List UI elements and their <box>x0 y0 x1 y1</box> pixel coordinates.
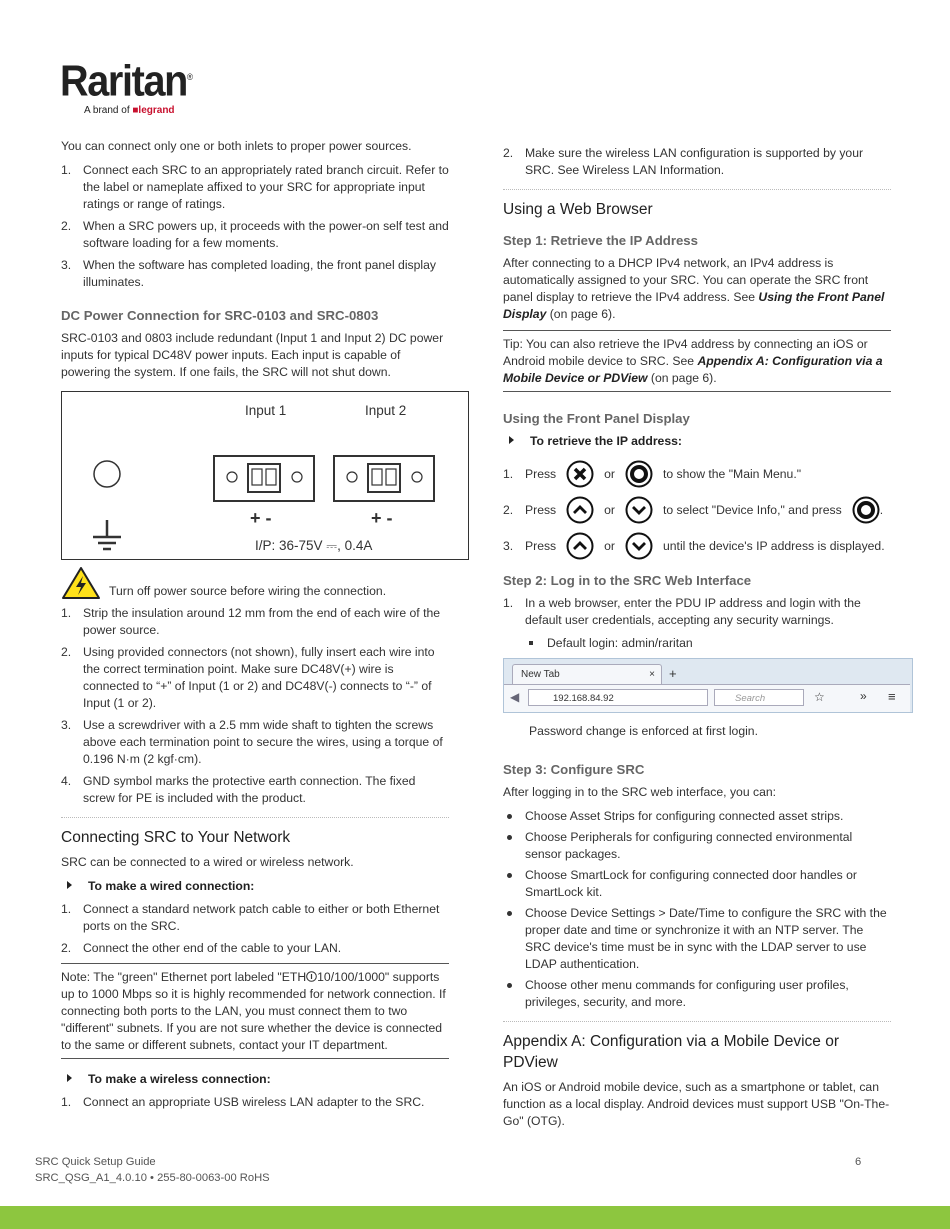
footer <box>35 1154 270 1186</box>
footer-accent-bar <box>0 1206 950 1229</box>
tip-box: Tip: You can also retrieve the IPv4 address by connecting an iOS or Android mobile device to SRC. See Appendix A: Configuration via a Mobile Device or PDView (on page 6). <box>503 330 891 392</box>
eth-port-icon <box>306 971 317 982</box>
press-step-1: 1. Press or to show the "Main Menu." <box>503 456 891 492</box>
front-panel-heading: Using the Front Panel Display <box>503 411 690 426</box>
dc-power-text: SRC-0103 and 0803 include redundant (Input 1 and Input 2) DC power inputs for typical DC48V power inputs. Each input is capable of powering the system. If one fails, the SRC will not shut down. <box>61 331 444 379</box>
list-item: 2. Using provided connectors (not shown), fully insert each wire into the correct termination point. Make sure DC48V(+) wire is connected to “+” of Input (1 or 2) and DC48V(-) connects to “-” of Input (1 or 2). <box>61 645 435 710</box>
legrand-icon: ■ <box>132 104 139 116</box>
list-item: Choose Device Settings > Date/Time to configure the SRC with the proper date and time or synchronize it with an NTP server. The SRC device's time must be in sync with the LDAP server to use LDAP authentication. <box>503 905 891 973</box>
section-divider <box>61 817 449 818</box>
logo-brand-prefix: A brand of <box>84 104 130 116</box>
address-bar: 192.168.84.92 <box>528 689 708 706</box>
browser-tab: New Tab × <box>512 664 662 684</box>
input1-label: Input 1 <box>245 403 287 418</box>
page-number: 6 <box>855 1156 862 1168</box>
down-arrow-button-icon <box>625 496 653 524</box>
procedure-arrow-icon <box>67 881 72 889</box>
wireless-steps-cont <box>503 145 891 179</box>
appendix-heading: Appendix A: Configuration via a Mobile Device or PDView <box>503 1033 840 1071</box>
browser-search: Search <box>714 689 804 706</box>
polarity-2: + - <box>371 508 393 528</box>
terminal-block-1 <box>214 456 314 501</box>
new-tab-icon: + <box>669 666 677 681</box>
network-heading: Connecting SRC to Your Network <box>61 829 291 846</box>
ok-button-icon <box>625 460 653 488</box>
list-item: Choose Peripherals for configuring connected environmental sensor packages. <box>503 829 891 863</box>
step1-heading: Step 1: Retrieve the IP Address <box>503 233 698 248</box>
wiring-steps <box>61 605 449 807</box>
step2-heading: Step 2: Log in to the SRC Web Interface <box>503 573 752 588</box>
raritan-logo <box>60 55 208 117</box>
web-browser-heading: Using a Web Browser <box>503 201 653 218</box>
browser-screenshot <box>503 658 913 713</box>
list-item: 3. Use a screwdriver with a 2.5 mm wide shaft to tighten the screws above each termination point to secure the wires, using a torque of 0.196 N·m (2 kgf·cm). <box>61 718 443 766</box>
list-item: 1. In a web browser, enter the PDU IP address and login with the default user credentials, accepting any security warnings. <box>503 596 861 627</box>
appendix-link[interactable]: Appendix A: Configuration via a Mobile Device or PDView <box>503 354 883 385</box>
electrical-hazard-icon <box>61 566 101 600</box>
list-item: 2. Connect the other end of the cable to your LAN. <box>61 941 342 955</box>
step1-text: After connecting to a DHCP IPv4 network, an IPv4 address is automatically assigned to your SRC. You can operate the SRC front panel display to retrieve the IPv4 address. See Using the Front Panel Display (on page 6). <box>503 256 885 321</box>
polarity-1: + - <box>250 508 272 528</box>
warning-row <box>61 566 449 600</box>
retrieve-ip-title: To retrieve the IP address: <box>503 433 891 450</box>
procedure-arrow-icon <box>67 1074 72 1082</box>
list-item: 1. Connect each SRC to an appropriately rated branch circuit. Refer to the label or nameplate affixed to your SRC for appropriate input ratings or range of ratings. <box>61 163 449 211</box>
wireless-steps <box>61 1094 449 1111</box>
default-login-item: Default login: admin/raritan <box>525 635 891 652</box>
configure-options <box>503 808 891 1011</box>
down-arrow-button-icon <box>625 532 653 560</box>
up-arrow-button-icon <box>566 532 594 560</box>
list-item: 2. Make sure the wireless LAN configuration is supported by your SRC. See Wireless LAN Information. <box>503 146 864 177</box>
network-text: SRC can be connected to a wired or wireless network. <box>61 855 354 869</box>
dc-inputs-diagram <box>61 391 469 560</box>
registered-mark: ® <box>186 72 193 82</box>
appendix-text: An iOS or Android mobile device, such as a smartphone or tablet, can function as a local display. Android devices must support USB "On-The-Go" (OTG). <box>503 1080 890 1128</box>
warning-text: Turn off power source before wiring the connection. <box>109 584 387 598</box>
ok-button-icon <box>852 496 880 524</box>
cancel-x-button-icon <box>566 460 594 488</box>
list-item: 4. GND symbol marks the protective earth connection. The fixed screw for PE is included with the product. <box>61 774 416 805</box>
list-item: 1. Connect an appropriate USB wireless LAN adapter to the SRC. <box>61 1095 425 1109</box>
front-panel-link[interactable]: Using the Front Panel Display <box>503 290 885 321</box>
ground-symbol <box>93 520 121 549</box>
login-sub-list <box>525 635 891 652</box>
back-icon: ◀ <box>510 690 520 704</box>
press-step-2: 2. Press or to select "Device Info," and press . <box>503 492 891 528</box>
list-item: 1. Connect a standard network patch cable to either or both Ethernet ports on the SRC. <box>61 902 440 933</box>
logo-subline <box>84 105 208 117</box>
close-icon: × <box>649 669 655 680</box>
wireless-procedure-title: To make a wireless connection: <box>61 1071 449 1088</box>
dc-power-heading: DC Power Connection for SRC-0103 and SRC-0803 <box>61 308 379 323</box>
terminal-drawing <box>62 392 468 559</box>
list-item: Choose Asset Strips for configuring connected asset strips. <box>503 808 891 825</box>
up-arrow-button-icon <box>566 496 594 524</box>
list-item: Choose other menu commands for configuring user profiles, privileges, security, and more. <box>503 977 891 1011</box>
browser-toolbar <box>504 684 910 712</box>
list-item: Choose SmartLock for configuring connected door handles or SmartLock kit. <box>503 867 891 901</box>
list-item: 2. When a SRC powers up, it proceeds with the power-on self test and software loading for a few moments. <box>61 219 449 250</box>
footer-docid: SRC_QSG_A1_4.0.10 • 255-80-0063-00 RoHS <box>35 1172 270 1184</box>
logo-word: Raritan <box>60 56 187 106</box>
inlet-intro: You can connect only one or both inlets to proper power sources. <box>61 139 412 153</box>
ethernet-note: Note: The "green" Ethernet port labeled "ETH 10/100/1000" supports up to 1000 Mbps so it is highly recommended for network connection. If connecting both ports to the LAN, you must connect them to two "different" subnets. If you are not sure whether the device is connected to the same or different subnets, contact your IT department. <box>61 963 449 1059</box>
terminal-block-2 <box>334 456 434 501</box>
wired-steps <box>61 901 449 957</box>
wired-procedure-title: To make a wired connection: <box>61 878 449 895</box>
step3-heading: Step 3: Configure SRC <box>503 762 645 777</box>
input-rating: I/P: 36-75V ⎓, 0.4A <box>255 538 373 553</box>
section-divider <box>503 1021 891 1022</box>
legrand-brand: legrand <box>138 104 175 116</box>
bookmark-star-icon: ☆ <box>814 690 825 704</box>
right-column <box>503 145 896 1137</box>
procedure-arrow-icon <box>509 436 514 444</box>
input2-label: Input 2 <box>365 403 407 418</box>
menu-icon: ≡ <box>888 689 896 704</box>
footer-title: SRC Quick Setup Guide <box>35 1156 156 1168</box>
left-column <box>61 138 449 1117</box>
overflow-icon: » <box>860 689 867 703</box>
inlet-steps <box>61 162 449 291</box>
press-step-3: 3. Press or until the device's IP address is displayed. <box>503 528 891 564</box>
password-note: Password change is enforced at first login. <box>529 724 758 738</box>
list-item: 1. Strip the insulation around 12 mm from the end of each wire of the power source. <box>61 606 441 637</box>
section-divider <box>503 189 891 190</box>
list-item: 3. When the software has completed loading, the front panel display illuminates. <box>61 258 436 289</box>
step3-text: After logging in to the SRC web interface, you can: <box>503 785 777 799</box>
login-steps <box>503 595 891 629</box>
